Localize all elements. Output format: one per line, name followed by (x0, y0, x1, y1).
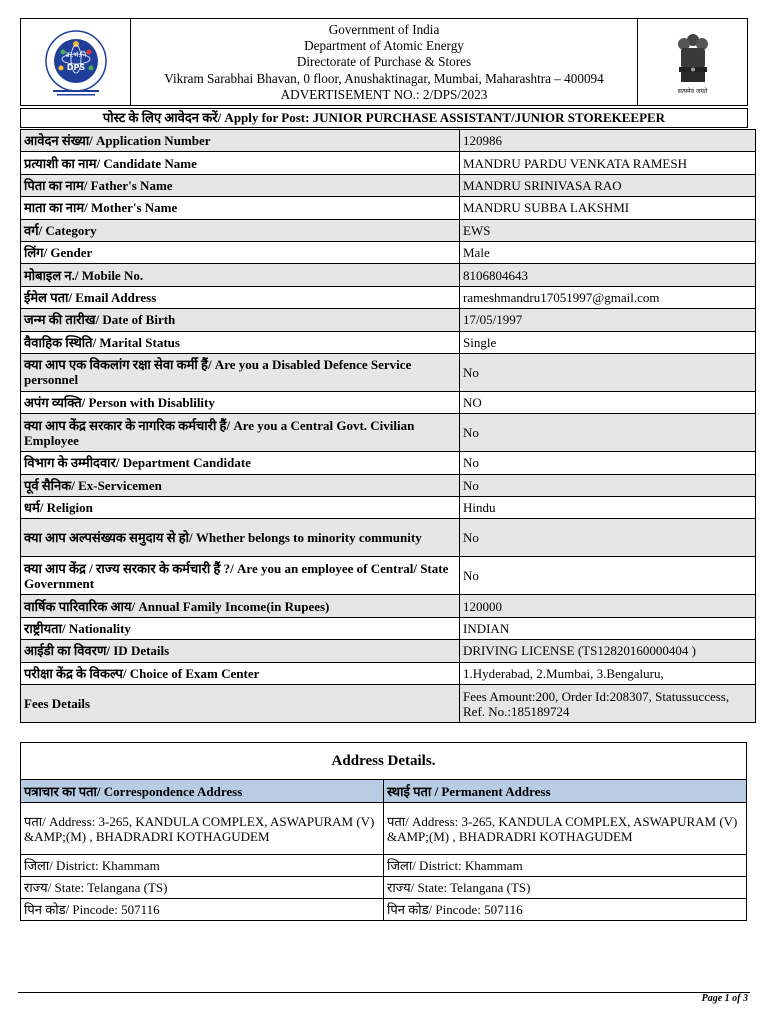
correspondence-district: जिला/ District: Khammam (21, 855, 384, 877)
detail-label: पिता का नाम/ Father's Name (21, 174, 460, 196)
detail-row (21, 685, 756, 723)
detail-label: क्या आप केंद्र सरकार के नागरिक कर्मचारी हैं/ Are you a Central Govt. Civilian Employee (21, 414, 460, 452)
letterhead-text (131, 22, 637, 103)
permanent-pincode: पिन कोड/ Pincode: 507116 (384, 899, 747, 921)
permanent-address-line: पता/ Address: 3-265, KANDULA COMPLEX, ASWAPURAM (V) &AMP;(M) , BHADRADRI KOTHAGUDEM (384, 803, 747, 855)
detail-label: पूर्व सैनिक/ Ex-Servicemen (21, 474, 460, 496)
ashoka-emblem-icon (673, 30, 713, 86)
detail-value: EWS (460, 219, 756, 241)
correspondence-pincode: पिन कोड/ Pincode: 507116 (21, 899, 384, 921)
detail-label: परीक्षा केंद्र के विकल्प/ Choice of Exam Center (21, 662, 460, 684)
detail-row (21, 391, 756, 413)
detail-label: वर्ग/ Category (21, 219, 460, 241)
detail-row (21, 497, 756, 519)
detail-row (21, 286, 756, 308)
detail-value: DRIVING LICENSE (TS12820160000404 ) (460, 640, 756, 662)
detail-value: Hindu (460, 497, 756, 519)
footer-divider (18, 992, 750, 993)
detail-value: Single (460, 331, 756, 353)
detail-value: No (460, 474, 756, 496)
correspondence-address-heading: पत्राचार का पता/ Correspondence Address (21, 780, 384, 803)
permanent-address-heading: स्थाई पता / Permanent Address (384, 780, 747, 803)
detail-row (21, 595, 756, 617)
detail-value: No (460, 452, 756, 474)
detail-label: क्या आप एक विकलांग रक्षा सेवा कर्मी हैं/ Are you a Disabled Defence Service personnel (21, 353, 460, 391)
dps-logo (21, 19, 131, 105)
detail-row (21, 662, 756, 684)
page-number: Page 1 of 3 (701, 993, 748, 1004)
detail-value: 120986 (460, 130, 756, 152)
emblem-caption: सत्यमेव जयते (677, 87, 708, 95)
detail-row (21, 353, 756, 391)
detail-row (21, 640, 756, 662)
permanent-state: राज्य/ State: Telangana (TS) (384, 877, 747, 899)
detail-value: 120000 (460, 595, 756, 617)
correspondence-address-line: पता/ Address: 3-265, KANDULA COMPLEX, ASWAPURAM (V) &AMP;(M) , BHADRADRI KOTHAGUDEM (21, 803, 384, 855)
detail-row (21, 130, 756, 152)
detail-value: INDIAN (460, 617, 756, 639)
national-emblem (637, 19, 747, 105)
detail-row (21, 557, 756, 595)
post-applied-for: पोस्ट के लिए आवेदन करें/ Apply for Post: JUNIOR PURCHASE ASSISTANT/JUNIOR STOREKEEPER (20, 108, 748, 128)
address-details-table (20, 742, 747, 921)
permanent-district: जिला/ District: Khammam (384, 855, 747, 877)
detail-label: ईमेल पता/ Email Address (21, 286, 460, 308)
detail-row (21, 474, 756, 496)
detail-row (21, 219, 756, 241)
detail-row (21, 152, 756, 174)
detail-value: Male (460, 241, 756, 263)
detail-value: 1.Hyderabad, 2.Mumbai, 3.Bengaluru, (460, 662, 756, 684)
detail-row (21, 414, 756, 452)
detail-value: No (460, 557, 756, 595)
detail-label: क्या आप अल्पसंख्यक समुदाय से हो/ Whether belongs to minority community (21, 519, 460, 557)
detail-label: क्या आप केंद्र / राज्य सरकार के कर्मचारी हैं ?/ Are you an employee of Central/ State Government (21, 557, 460, 595)
detail-row (21, 197, 756, 219)
letterhead (20, 18, 748, 106)
detail-row (21, 331, 756, 353)
detail-row (21, 174, 756, 196)
office-address: Vikram Sarabhai Bhavan, 0 floor, Anushaktinagar, Mumbai, Maharashtra – 400094 (164, 70, 604, 86)
detail-row (21, 264, 756, 286)
dps-logo-icon (41, 26, 111, 98)
department-name: Department of Atomic Energy (304, 38, 464, 54)
detail-row (21, 241, 756, 263)
detail-value: NO (460, 391, 756, 413)
detail-value: rameshmandru17051997@gmail.com (460, 286, 756, 308)
detail-label: Fees Details (21, 685, 460, 723)
detail-value: Fees Amount:200, Order Id:208307, Statussuccess, Ref. No.:185189724 (460, 685, 756, 723)
govt-name: Government of India (328, 22, 440, 37)
detail-value: No (460, 353, 756, 391)
detail-label: वैवाहिक स्थिति/ Marital Status (21, 331, 460, 353)
application-details-table (20, 129, 756, 723)
detail-value: MANDRU SUBBA LAKSHMI (460, 197, 756, 219)
detail-value: No (460, 519, 756, 557)
directorate-name: Directorate of Purchase & Stores (296, 54, 472, 70)
detail-label: माता का नाम/ Mother's Name (21, 197, 460, 219)
detail-label: आईडी का विवरण/ ID Details (21, 640, 460, 662)
detail-row (21, 617, 756, 639)
detail-label: राष्ट्रीयता/ Nationality (21, 617, 460, 639)
detail-label: आवेदन संख्या/ Application Number (21, 130, 460, 152)
detail-value: 17/05/1997 (460, 309, 756, 331)
detail-label: विभाग के उम्मीदवार/ Department Candidate (21, 452, 460, 474)
detail-row (21, 452, 756, 474)
detail-label: अपंग व्यक्ति/ Person with Disablility (21, 391, 460, 413)
detail-row (21, 309, 756, 331)
svg-text:क्र.भं.नि: क्र.भं.नि (65, 51, 86, 59)
correspondence-state: राज्य/ State: Telangana (TS) (21, 877, 384, 899)
svg-text:DPS: DPS (66, 63, 85, 72)
detail-row (21, 519, 756, 557)
detail-value: No (460, 414, 756, 452)
detail-label: धर्म/ Religion (21, 497, 460, 519)
detail-label: प्रत्याशी का नाम/ Candidate Name (21, 152, 460, 174)
detail-label: लिंग/ Gender (21, 241, 460, 263)
detail-label: वार्षिक पारिवारिक आय/ Annual Family Income(in Rupees) (21, 595, 460, 617)
detail-label: मोबाइल न./ Mobile No. (21, 264, 460, 286)
detail-value: MANDRU SRINIVASA RAO (460, 174, 756, 196)
detail-value: 8106804643 (460, 264, 756, 286)
detail-label: जन्म की तारीख/ Date of Birth (21, 309, 460, 331)
address-section-title: Address Details. (21, 743, 747, 780)
advertisement-number: ADVERTISEMENT NO.: 2/DPS/2023 (280, 86, 488, 102)
detail-value: MANDRU PARDU VENKATA RAMESH (460, 152, 756, 174)
